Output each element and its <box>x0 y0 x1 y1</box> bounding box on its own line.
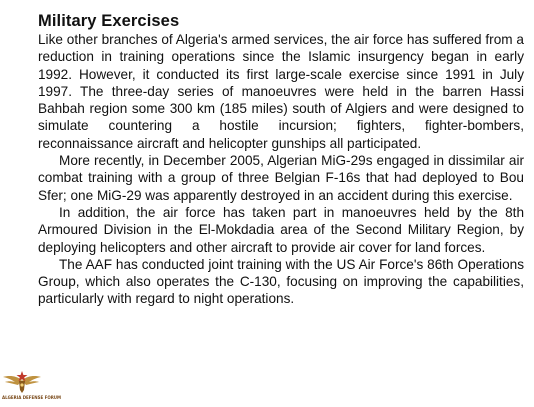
paragraph-3: In addition, the air force has taken part in manoeuvres held by the 8th Armoured Division in the El-Mokdadia area of the Second Military Region, by deploying helicopters and other aircraft to provide air cover for land forces. <box>38 204 524 255</box>
watermark-caption: ALGERIA DEFENSE FORUM <box>2 395 62 400</box>
paragraph-4: The AAF has conducted joint training with the US Air Force's 86th Operations Group, which also operates the C-130, focusing on improving the capabilities, particularly with regard to night operations. <box>38 256 524 307</box>
paragraph-2: More recently, in December 2005, Algerian MiG-29s engaged in dissimilar air combat training with a group of three Belgian F-16s that had deployed to Bou Sfer; one MiG-29 was apparently destroyed in an accident during this exercise. <box>38 153 524 203</box>
winged-emblem-icon <box>2 368 42 396</box>
paragraph-1: Like other branches of Algeria's armed services, the air force has suffered from a reduction in training operations since the Islamic insurgency began in early 1992. However, it conducted its first large-scale exercise since 1991 in July 1997. The three-day series of manoeuvres were held in the barren Hassi Bahbah region some 300 km (185 miles) south of Algiers and were designed to simulate countering a hostile incursion; fighters, fighter-bombers, reconnaissance aircraft and helicopter gunships all participated. <box>38 32 524 151</box>
section-heading: Military Exercises <box>38 12 180 30</box>
forum-watermark <box>2 368 62 404</box>
